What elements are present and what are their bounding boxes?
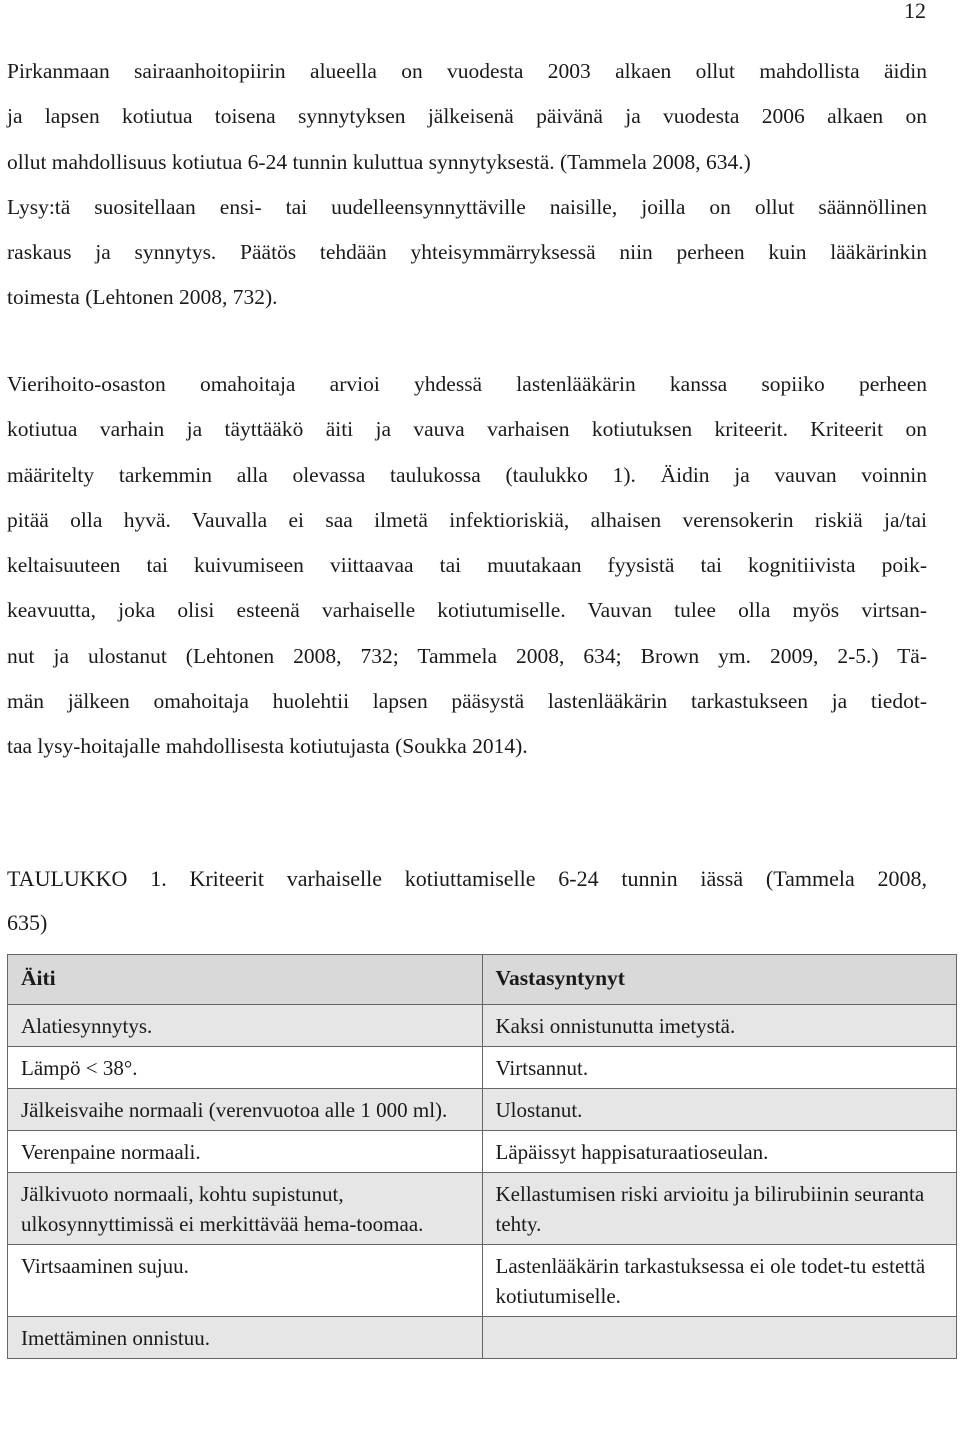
- text-line: ollut mahdollisuus kotiutua 6-24 tunnin kuluttua synnytyksestä. (Tammela 2008, 634.): [7, 149, 751, 174]
- text-line: Pirkanmaan sairaanhoitopiirin alueella on vuodesta 2003 alkaen ollut mahdollista äidin: [7, 59, 927, 83]
- newborn-criterion: Virtsannut.: [482, 1047, 957, 1089]
- table-caption: [7, 857, 927, 945]
- text-line: nut ja ulostanut (Lehtonen 2008, 732; Tammela 2008, 634; Brown ym. 2009, 2-5.) Tä-: [7, 643, 927, 668]
- table-row: [8, 1131, 957, 1173]
- mother-criterion: Alatiesynnytys.: [8, 1005, 483, 1047]
- table-row: [8, 1047, 957, 1089]
- newborn-criterion: Kaksi onnistunutta imetystä.: [482, 1005, 957, 1047]
- text-line: Vierihoito-osaston omahoitaja arvioi yhdessä lastenlääkärin kanssa sopiiko perheen: [7, 372, 927, 396]
- text-line: män jälkeen omahoitaja huolehtii lapsen pääsystä lastenlääkärin tarkastukseen ja tiedot-: [7, 689, 927, 714]
- newborn-criterion: Lastenlääkärin tarkastuksessa ei ole todet-tu estettä kotiutumiselle.: [482, 1245, 957, 1317]
- mother-criterion: Lämpö < 38°.: [8, 1047, 483, 1089]
- newborn-criterion: Kellastumisen riski arvioitu ja bilirubiinin seuranta tehty.: [482, 1173, 957, 1245]
- text-line: raskaus ja synnytys. Päätös tehdään yhteisymmärryksessä niin perheen kuin lääkärinkin: [7, 240, 927, 265]
- mother-criterion: Jälkivuoto normaali, kohtu supistunut, ulkosynnyttimissä ei merkittävää hema-toomaa.: [8, 1173, 483, 1245]
- newborn-criterion: Ulostanut.: [482, 1089, 957, 1131]
- mother-criterion: Jälkeisvaihe normaali (verenvuotoa alle 1 000 ml).: [8, 1089, 483, 1131]
- text-line: pitää olla hyvä. Vauvalla ei saa ilmetä infektioriskiä, alhaisen verensokerin riskiä ja/tai: [7, 507, 927, 532]
- newborn-criterion: [482, 1317, 957, 1359]
- mother-criterion: Virtsaaminen sujuu.: [8, 1245, 483, 1317]
- text-line: määritelty tarkemmin alla olevassa taulukossa (taulukko 1). Äidin ja vauvan voinnin: [7, 462, 927, 487]
- text-line: keltaisuuteen tai kuivumiseen viittaavaa tai muutakaan fyysistä tai kognitiivista poik-: [7, 553, 927, 578]
- table-header-row: [8, 955, 957, 1005]
- text-line: toimesta (Lehtonen 2008, 732).: [7, 285, 278, 310]
- body-paragraph-2: [7, 362, 927, 770]
- caption-line: TAULUKKO 1. Kriteerit varhaiselle kotiuttamiselle 6-24 tunnin iässä (Tammela 2008,: [7, 866, 927, 891]
- text-line: keavuutta, joka olisi esteenä varhaiselle kotiutumiselle. Vauvan tulee olla myös virtsan-: [7, 598, 927, 623]
- table-row: [8, 1005, 957, 1047]
- header-newborn: Vastasyntynyt: [482, 955, 957, 1005]
- caption-line: 635): [7, 910, 48, 935]
- body-paragraph-1: [7, 49, 927, 321]
- table-row: [8, 1173, 957, 1245]
- header-mother: Äiti: [8, 955, 483, 1005]
- mother-criterion: Verenpaine normaali.: [8, 1131, 483, 1173]
- criteria-table: [7, 954, 957, 1359]
- table-row: [8, 1089, 957, 1131]
- text-line: taa lysy-hoitajalle mahdollisesta kotiutujasta (Soukka 2014).: [7, 734, 528, 759]
- text-line: ja lapsen kotiutua toisena synnytyksen jälkeisenä päivänä ja vuodesta 2006 alkaen on: [7, 104, 927, 129]
- table-row: [8, 1245, 957, 1317]
- text-line: kotiutua varhain ja täyttääkö äiti ja vauva varhaisen kotiutuksen kriteerit. Kriteerit on: [7, 417, 927, 442]
- page-number: 12: [904, 0, 926, 23]
- table-row: [8, 1317, 957, 1359]
- mother-criterion: Imettäminen onnistuu.: [8, 1317, 483, 1359]
- text-line: Lysy:tä suositellaan ensi- tai uudelleensynnyttäville naisille, joilla on ollut säännöllinen: [7, 194, 927, 219]
- newborn-criterion: Läpäissyt happisaturaatioseulan.: [482, 1131, 957, 1173]
